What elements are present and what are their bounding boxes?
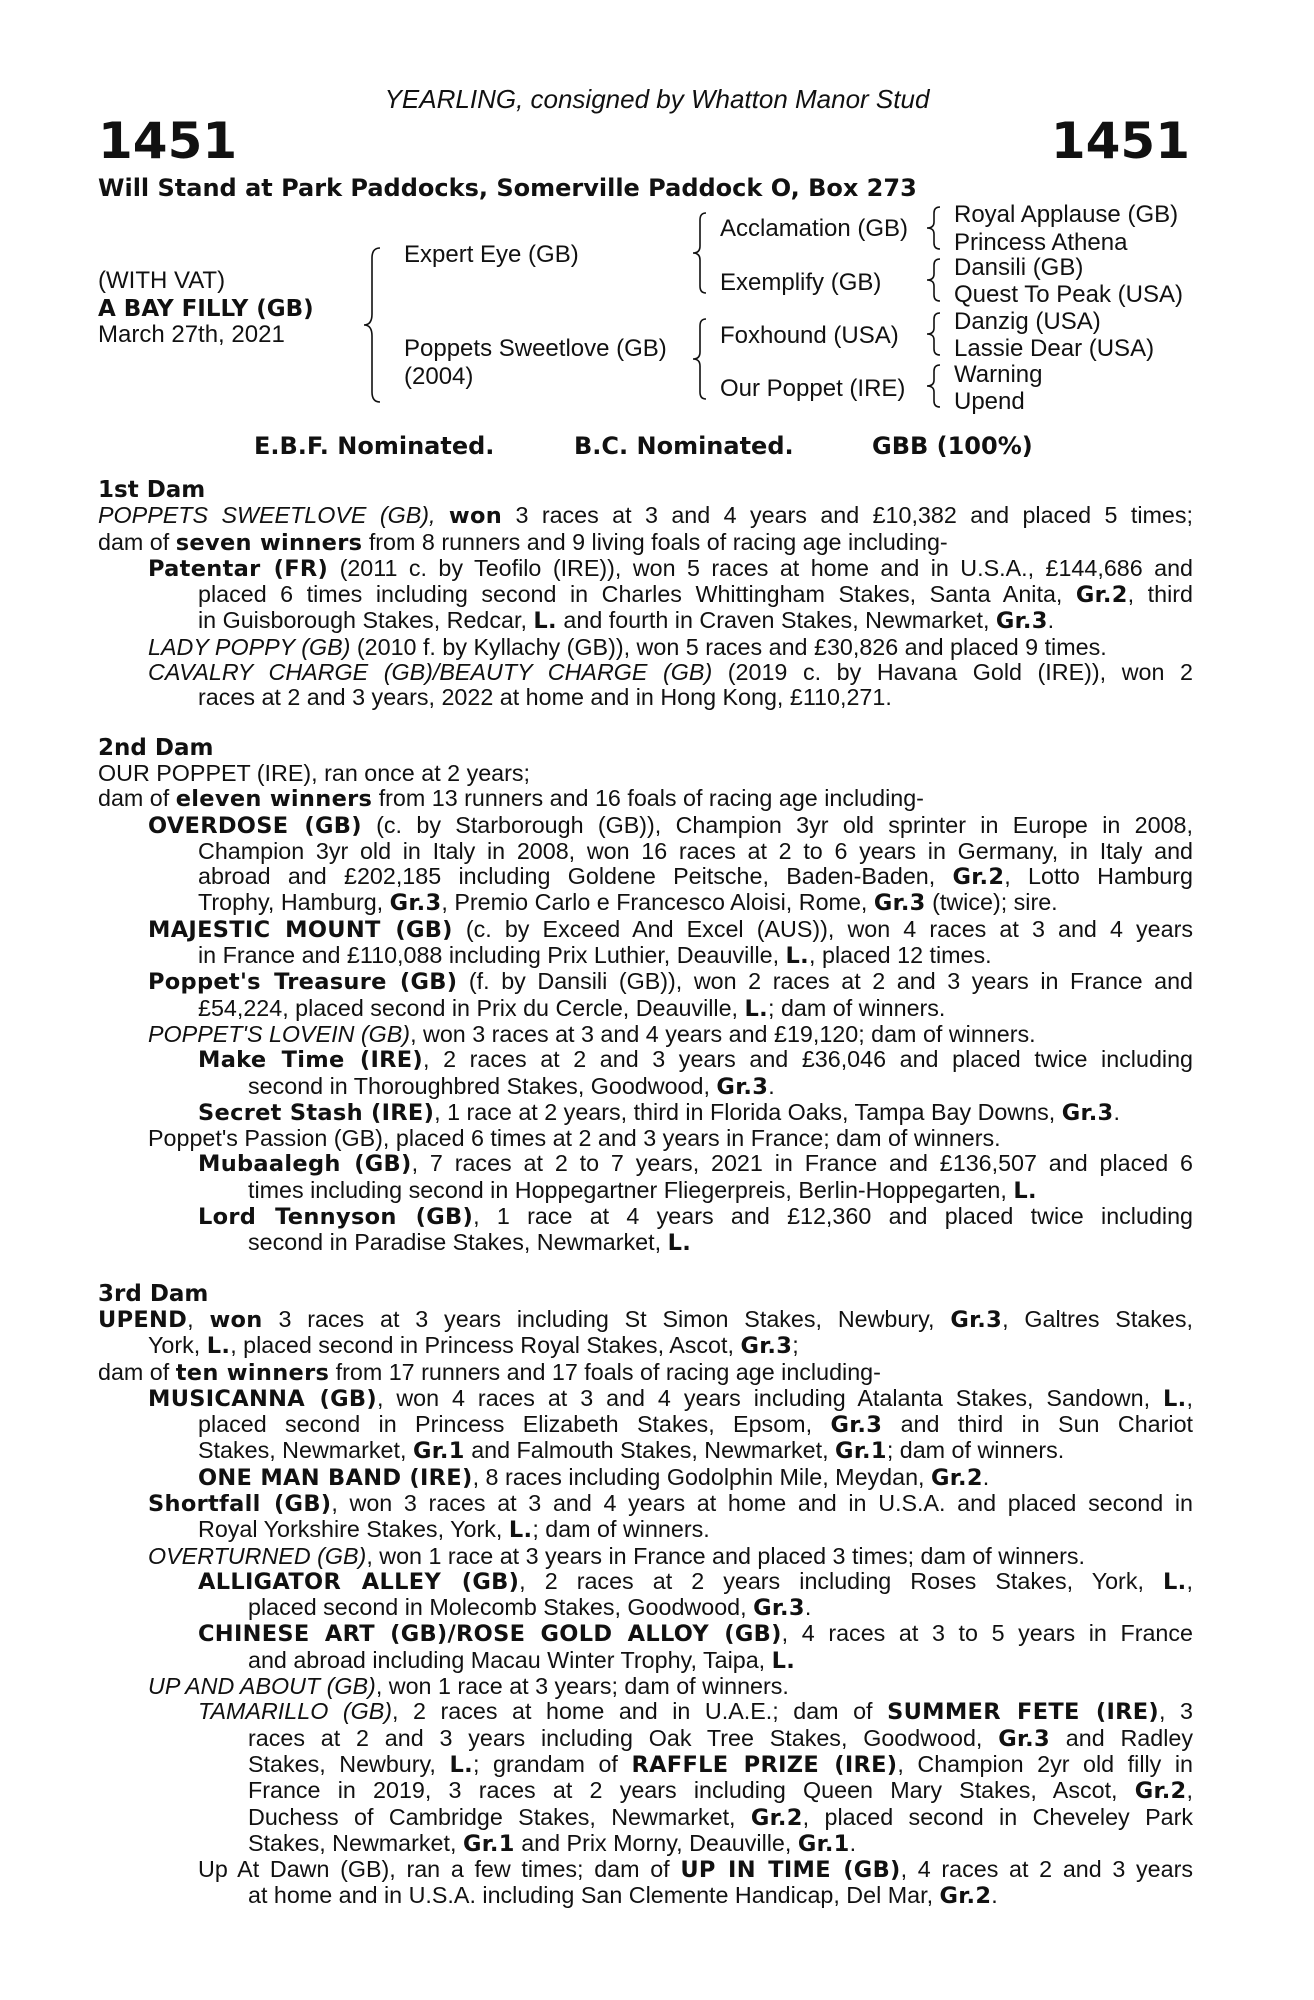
produce-overdose-cont3: Trophy, Hamburg, Gr.3, Premio Carlo e Francesco Aloisi, Rome, Gr.3 (twice); sire. [198,889,1058,917]
second-dam-section [98,736,1193,1257]
produce-lady-poppy: LADY POPPY (GB) (2010 f. by Kyllachy (GB)), won 5 races and £30,826 and placed 9 times. [148,633,1107,660]
produce-cavalry-charge-cont: races at 2 and 3 years, 2022 at home and in Hong Kong, £110,271. [198,684,892,711]
grandproduce-chinese-art: CHINESE ART (GB)/ROSE GOLD ALLOY (GB), 4 races at 3 to 5 years in France [198,1620,1193,1648]
produce-overdose-cont2: abroad and £202,185 including Goldene Peitsche, Baden-Baden, Gr.2, Lotto Hamburg [198,863,1193,891]
grandproduce-alligator-alley-cont: placed second in Molecomb Stakes, Goodwood, Gr.3. [248,1594,812,1622]
sd-dam: Quest To Peak (USA) [954,281,1183,308]
consignor-line: YEARLING, consigned by Whatton Manor Stud [384,84,930,114]
first-dam-line: POPPETS SWEETLOVE (GB), won 3 races at 3 and 4 years and £10,382 and placed 5 times; [98,502,1193,530]
pedigree-brace-sd [922,256,946,304]
grandproduce-tamarillo-cont: races at 2 and 3 years including Oak Tree Stakes, Goodwood, Gr.3 and Radley [248,1724,1193,1752]
grandproduce-make-time-cont: second in Thoroughbred Stakes, Goodwood, Gr.3. [248,1072,775,1100]
second-dam-title: 2nd Dam [98,734,214,761]
produce-overdose-cont: Champion 3yr old in Italy in 2008, won 16 races at 2 to 6 years in Germany, in Italy and [198,837,1193,864]
pedigree-brace-main [360,244,390,406]
grandproduce-mubaalegh: Mubaalegh (GB), 7 races at 2 to 7 years, 2021 in France and £136,507 and placed 6 [198,1150,1193,1178]
pedigree-brace-sire [688,210,712,296]
foaling-date: March 27th, 2021 [98,321,285,348]
grandproduce-mubaalegh-cont: times including second in Hoppegartner Fliegerpreis, Berlin-Hoppegarten, L. [248,1176,1037,1204]
produce-up-and-about: UP AND ABOUT (GB), won 1 race at 3 years; dam of winners. [148,1673,789,1700]
pedigree-brace-dd [922,362,946,410]
dd-sire: Warning [954,361,1043,388]
produce-musicanna: MUSICANNA (GB), won 4 races at 3 and 4 years including Atalanta Stakes, Sandown, L., [148,1384,1193,1412]
grandproduce-tamarillo-cont5: Stakes, Newmarket, Gr.1 and Prix Morny, Deauville, Gr.1. [248,1829,857,1857]
sd-sire: Dansili (GB) [954,254,1084,281]
sire-dam: Exemplify (GB) [720,269,882,296]
dam-lines-body [98,478,1193,1935]
grandproduce-tamarillo-cont4: Duchess of Cambridge Stakes, Newmarket, Gr.2, placed second in Cheveley Park [248,1803,1193,1831]
ebf-nomination: E.B.F. Nominated. [254,432,495,460]
grandproduce-up-at-dawn: Up At Dawn (GB), ran a few times; dam of UP IN TIME (GB), 4 races at 2 and 3 years [198,1856,1193,1884]
produce-overturned: OVERTURNED (GB), won 1 race at 3 years in France and placed 3 times; dam of winners. [148,1542,1086,1569]
stand-location: Will Stand at Park Paddocks, Somerville Paddock O, Box 273 [98,174,917,202]
produce-majestic-mount: MAJESTIC MOUNT (GB) (c. by Exceed And Excel (AUS)), won 4 races at 3 and 4 years [148,915,1193,943]
ds-sire: Danzig (USA) [954,308,1101,335]
second-dam-line: OUR POPPET (IRE), ran once at 2 years; [98,759,531,786]
produce-musicanna-cont: placed second in Princess Elizabeth Stakes, Epsom, Gr.3 and third in Sun Chariot [198,1411,1193,1439]
produce-musicanna-cont2: Stakes, Newmarket, Gr.1 and Falmouth Stakes, Newmarket, Gr.1; dam of winners. [198,1437,1065,1465]
grandproduce-tamarillo-cont3: France in 2019, 3 races at 2 years including Queen Mary Stakes, Ascot, Gr.2, [248,1777,1193,1805]
produce-shortfall: Shortfall (GB), won 3 races at 3 and 4 years at home and in U.S.A. and placed second in [148,1489,1193,1517]
grandproduce-alligator-alley: ALLIGATOR ALLEY (GB), 2 races at 2 years including Roses Stakes, York, L., [198,1567,1193,1595]
third-dam-line: UPEND, won 3 races at 3 years including St Simon Stakes, Newbury, Gr.3, Galtres Stakes, [98,1305,1193,1333]
dam-year: (2004) [404,363,474,390]
produce-shortfall-cont: Royal Yorkshire Stakes, York, L.; dam of winners. [198,1516,710,1544]
grandproduce-up-at-dawn-cont: at home and in U.S.A. including San Clemente Handicap, Del Mar, Gr.2. [248,1882,998,1910]
gbb-status: GBB (100%) [872,432,1033,460]
pedigree-brace-dam [688,316,712,402]
sire: Expert Eye (GB) [404,241,579,268]
produce-majestic-mount-cont: in France and £110,088 including Prix Luthier, Deauville, L., placed 12 times. [198,942,992,970]
produce-poppets-treasure: Poppet's Treasure (GB) (f. by Dansili (GB)), won 2 races at 2 and 3 years in France and [148,968,1193,996]
produce-patentar-cont: placed 6 times including second in Charles Whittingham Stakes, Santa Anita, Gr.2, third [198,581,1193,609]
bc-nomination: B.C. Nominated. [574,432,794,460]
dam: Poppets Sweetlove (GB) [404,335,667,362]
dam-dam: Our Poppet (IRE) [720,375,906,402]
grandproduce-lord-tennyson: Lord Tennyson (GB), 1 race at 4 years and £12,360 and placed twice including [198,1203,1193,1231]
produce-poppets-treasure-cont: £54,224, placed second in Prix du Cercle, Deauville, L.; dam of winners. [198,994,946,1022]
grandproduce-chinese-art-cont: and abroad including Macau Winter Trophy, Taipa, L. [248,1646,796,1674]
produce-patentar: Patentar (FR) (2011 c. by Teofilo (IRE)), won 5 races at home and in U.S.A., £144,686 and [148,554,1194,582]
grandproduce-secret-stash: Secret Stash (IRE), 1 race at 2 years, third in Florida Oaks, Tampa Bay Downs, Gr.3. [198,1098,1120,1126]
third-dam-section [98,1282,1193,1910]
produce-poppets-passion: Poppet's Passion (GB), placed 6 times at 2 and 3 years in France; dam of winners. [148,1125,1001,1152]
ds-dam: Lassie Dear (USA) [954,335,1155,362]
produce-patentar-cont2: in Guisborough Stakes, Redcar, L. and fourth in Craven Stakes, Newmarket, Gr.3. [198,607,1055,635]
second-dam-produce-line: dam of eleven winners from 13 runners and 16 foals of racing age including- [98,785,924,813]
sire-sire: Acclamation (GB) [720,215,909,242]
pedigree-brace-ss [922,204,946,252]
produce-poppets-lovein: POPPET'S LOVEIN (GB), won 3 races at 3 and 4 years and £19,120; dam of winners. [148,1020,1036,1047]
grandproduce-make-time: Make Time (IRE), 2 races at 2 and 3 years and £36,046 and placed twice including [198,1046,1193,1074]
produce-overdose: OVERDOSE (GB) (c. by Starborough (GB)), Champion 3yr old sprinter in Europe in 2008, [148,811,1193,839]
pedigree-brace-ds [922,310,946,358]
dd-dam: Upend [954,388,1025,415]
grandproduce-lord-tennyson-cont: second in Paradise Stakes, Newmarket, L. [248,1229,692,1257]
third-dam-title: 3rd Dam [98,1280,209,1307]
ss-dam: Princess Athena [954,229,1128,256]
ss-sire: Royal Applause (GB) [954,201,1179,228]
vat-label: (WITH VAT) [98,267,226,294]
grandproduce-one-man-band: ONE MAN BAND (IRE), 8 races including Godolphin Mile, Meydan, Gr.2. [198,1463,990,1491]
horse-name: A BAY FILLY (GB) [98,296,314,322]
third-dam-line-cont: York, L., placed second in Princess Royal Stakes, Ascot, Gr.3; [148,1332,799,1360]
first-dam-section [98,478,1193,711]
produce-cavalry-charge: CAVALRY CHARGE (GB)/BEAUTY CHARGE (GB) (2019 c. by Havana Gold (IRE)), won 2 [148,659,1193,686]
grandproduce-tamarillo-cont2: Stakes, Newbury, L.; grandam of RAFFLE PRIZE (IRE), Champion 2yr old filly in [248,1750,1193,1778]
dam-sire: Foxhound (USA) [720,322,899,349]
grandproduce-tamarillo: TAMARILLO (GB), 2 races at home and in U.A.E.; dam of SUMMER FETE (IRE), 3 [198,1698,1193,1726]
first-dam-title: 1st Dam [98,477,206,503]
third-dam-produce-line: dam of ten winners from 17 runners and 17 foals of racing age including- [98,1358,881,1386]
first-dam-produce-line: dam of seven winners from 8 runners and 9 living foals of racing age including- [98,528,948,556]
lot-number-right: 1451 [1050,112,1190,170]
lot-number-left: 1451 [98,112,238,170]
